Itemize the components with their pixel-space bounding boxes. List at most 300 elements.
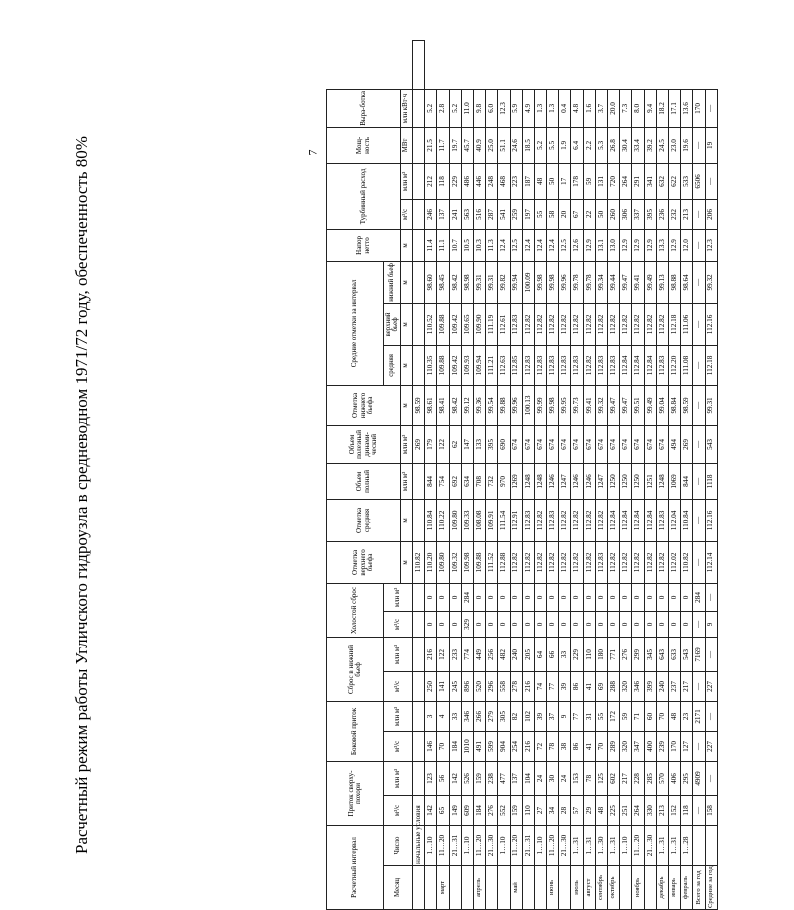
table-cell: 98.42 [449,261,461,303]
table-cell: 111.08 [681,345,693,385]
row-day-cell: 1…31 [668,825,680,865]
table-cell: 643 [656,637,668,671]
table-cell: 104 [522,761,534,795]
table-cell: 520 [473,671,485,701]
table-cell: 112.82 [608,303,620,345]
table-cell: 558 [498,671,510,701]
table-cell: 0 [583,583,595,611]
table-cell: 8.0 [632,89,644,127]
table-cell: 33 [559,637,571,671]
table-cell: 0 [510,583,522,611]
table-cell: 238 [486,761,498,795]
table-cell: 112.82 [559,541,571,583]
table-cell [413,731,425,761]
table-cell: 12.3 [498,89,510,127]
table-cell: — [693,229,705,261]
table-cell: 245 [449,671,461,701]
table-cell [413,261,425,303]
table-row [547,41,559,910]
table-cell: 674 [595,425,607,463]
table-cell: 674 [559,425,571,463]
table-cell: 216 [425,637,437,671]
table-cell: 112.83 [571,345,583,385]
table-cell: 477 [498,761,510,795]
table-cell: 184 [473,795,485,825]
table-cell: 111.54 [498,499,510,541]
table-cell: 12.4 [547,229,559,261]
unit-head: м [401,229,413,261]
table-cell: 112.83 [656,499,668,541]
table-cell: 296 [486,671,498,701]
table-cell: 516 [473,199,485,229]
header-vol-full: Объем полный [327,463,401,499]
table-row [583,41,595,910]
table-cell: 212 [425,163,437,199]
table-cell: 216 [522,671,534,701]
table-cell: 0 [608,611,620,637]
table-cell: 98.61 [425,385,437,425]
table-cell: 11.3 [486,229,498,261]
table-cell: 110.35 [425,345,437,385]
table-cell: 99.34 [595,261,607,303]
row-day-cell: 21…31 [522,825,534,865]
table-cell: 110.52 [425,303,437,345]
table-cell: 563 [461,199,473,229]
table-cell: 256 [486,637,498,671]
table-cell: 21.5 [425,127,437,163]
unit-avg-mean: м [401,345,413,385]
table-cell: 12.0 [681,229,693,261]
table-cell: 12.4 [534,229,546,261]
table-cell: 299 [632,637,644,671]
table-cell: 674 [644,425,656,463]
row-month-cell: декабрь [656,866,668,910]
table-cell: 110.84 [425,499,437,541]
table-cell: 1250 [632,463,644,499]
table-cell: 48 [534,163,546,199]
table-cell: 102 [522,701,534,731]
row-month-cell: август [583,866,595,910]
table-cell: 59 [620,701,632,731]
table-cell: 112.61 [498,303,510,345]
table-cell: 0 [449,611,461,637]
table-cell: 970 [498,463,510,499]
table-cell: 112.83 [522,499,534,541]
table-cell: 112.82 [595,303,607,345]
table-cell: — [693,463,705,499]
table-cell: 228 [632,761,644,795]
table-cell: 284 [461,583,473,611]
table-cell: 74 [534,671,546,701]
table-cell: 291 [632,163,644,199]
table-cell: 99.49 [644,385,656,425]
table-cell: 3.7 [595,89,607,127]
row-month-cell: июль [571,866,583,910]
row-month-cell [559,866,571,910]
unit-spill-vol: млн м³ [384,583,413,611]
table-cell: 45.7 [461,127,473,163]
table-cell: 112.83 [656,345,668,385]
page-number: 7 [305,149,320,156]
table-cell: 12.6 [571,229,583,261]
table-cell: 99.78 [571,261,583,303]
table-cell: 112.82 [620,303,632,345]
table-cell: 23.0 [668,127,680,163]
table-cell: 229 [571,637,583,671]
table-cell: 236 [656,199,668,229]
table-cell [413,701,425,731]
table-cell: 99.47 [620,385,632,425]
table-row [559,41,571,910]
table-cell: 9 [705,611,717,637]
table-cell: 254 [510,731,522,761]
table-cell: 494 [668,425,680,463]
table-cell: 19.6 [681,127,693,163]
table-cell: 112.20 [668,345,680,385]
table-row [595,41,607,910]
header-vol-useful: Объем полезный динами-ческий [327,425,401,463]
table-cell: 1248 [534,463,546,499]
table-cell: 13.0 [608,229,620,261]
table-cell: 0 [522,583,534,611]
table-cell: 330 [644,795,656,825]
table-cell: 0 [425,583,437,611]
header-period: Расчетный интервал [327,825,384,909]
row-day-cell: 1…10 [498,825,510,865]
table-cell: 112.85 [510,345,522,385]
table-cell: 112.14 [705,541,717,583]
table-cell: 1118 [705,463,717,499]
table-cell [413,671,425,701]
table-cell: 1010 [461,731,473,761]
table-cell: 0 [632,583,644,611]
table-cell: 180 [595,637,607,671]
table-cell: 77 [547,671,559,701]
table-cell: 147 [461,425,473,463]
row-month-cell: апрель [473,866,485,910]
table-cell: 0 [632,611,644,637]
table-cell: 137 [510,761,522,795]
unit-discharge-vol: млн м³ [384,637,413,671]
table-cell: 98.98 [461,261,473,303]
table-row [693,41,705,910]
table-cell: 237 [668,671,680,701]
table-cell: 674 [608,425,620,463]
table-cell: 2.2 [583,127,595,163]
row-month-cell [534,866,546,910]
table-cell: 708 [473,463,485,499]
table-cell: 844 [681,463,693,499]
table-cell: 0 [595,583,607,611]
table-cell: 197 [522,199,534,229]
table-cell: 38 [559,731,571,761]
table-cell: 98.45 [437,261,449,303]
table-cell: 112.84 [644,345,656,385]
table-cell: 240 [656,671,668,701]
table-cell: 125 [595,761,607,795]
table-cell: 99.98 [547,385,559,425]
table-cell: 13.3 [656,229,668,261]
table-cell: 5.2 [534,127,546,163]
table-cell: 229 [449,163,461,199]
table-cell: 395 [644,199,656,229]
table-cell: 241 [449,199,461,229]
table-cell [413,303,425,345]
table-cell: 112.82 [656,303,668,345]
table-cell: 543 [681,637,693,671]
table-cell: 30 [547,761,559,795]
table-cell: 56 [437,761,449,795]
table-cell: 674 [547,425,559,463]
table-cell: — [693,671,705,701]
row-day-cell: 21…31 [449,825,461,865]
table-cell: 12.4 [522,229,534,261]
table-cell [413,761,425,795]
table-cell: 109.88 [473,541,485,583]
table-cell: 112.82 [632,303,644,345]
table-cell: 227 [705,731,717,761]
table-cell: 541 [498,199,510,229]
row-day-cell: 21…30 [486,825,498,865]
table-cell: 112.82 [644,303,656,345]
table-cell: 39 [534,701,546,731]
table-row [632,41,644,910]
table-cell: 149 [449,795,461,825]
header-avg-upper: верхний бьеф [384,303,401,345]
table-cell: 98.88 [668,261,680,303]
unit-side-vol: млн м³ [384,701,413,731]
row-month-cell: июнь [547,866,559,910]
table-cell: 70 [437,731,449,761]
table-cell: 33 [449,701,461,731]
table-cell: 5.3 [595,127,607,163]
table-cell: 570 [656,761,668,795]
table-row [498,41,510,910]
table-cell: 634 [461,463,473,499]
table-cell: 112.84 [620,499,632,541]
table-cell: 633 [668,637,680,671]
table-cell [413,89,425,127]
table-cell: — [693,303,705,345]
table-cell: 111.19 [486,303,498,345]
table-cell: 99.13 [656,261,668,303]
table-cell: 12.4 [498,229,510,261]
unit-discharge-flow: м³/с [384,671,413,701]
table-cell: 19 [705,127,717,163]
table-cell: 1247 [559,463,571,499]
table-cell: 692 [449,463,461,499]
table-row [522,41,534,910]
table-row [473,41,485,910]
table-cell: 112.82 [583,541,595,583]
unit-power: МВт [401,127,413,163]
table-cell: 0 [571,583,583,611]
table-cell: 99.44 [608,261,620,303]
table-cell: 122 [437,637,449,671]
table-cell: 67 [571,199,583,229]
table-cell: 48 [595,795,607,825]
table-cell: 227 [705,671,717,701]
table-cell: 1248 [522,463,534,499]
row-day-cell: 1…10 [425,825,437,865]
table-cell: 5.2 [449,89,461,127]
table-cell: 5.9 [510,89,522,127]
table-cell: 0 [681,583,693,611]
table-cell: 34 [547,795,559,825]
table-cell: 99.73 [571,385,583,425]
table-cell: 609 [461,795,473,825]
row-month-cell [461,866,473,910]
table-row [571,41,583,910]
table-cell: 526 [461,761,473,795]
table-cell: 10.7 [449,229,461,261]
header-turbine: Турбинный расход [327,163,401,229]
table-cell: 110.82 [681,541,693,583]
table-cell: 184 [449,731,461,761]
table-cell: 78 [547,731,559,761]
table-cell: 213 [656,795,668,825]
table-cell: 26.8 [608,127,620,163]
header-side-inflow: Боковой приток [327,701,384,761]
table-cell: 264 [632,795,644,825]
table-cell: 4.9 [522,89,534,127]
table-cell: 13.6 [681,89,693,127]
table-cell: 141 [437,671,449,701]
row-month-cell [644,866,656,910]
table-row [608,41,620,910]
table-cell: 99.54 [486,385,498,425]
row-day-cell: 11…20 [473,825,485,865]
header-avg-mean: средняя [384,345,401,385]
table-cell: 206 [705,199,717,229]
table-cell: 98.42 [449,385,461,425]
table-cell: 264 [620,163,632,199]
table-cell: 0 [473,583,485,611]
table-cell: — [693,385,705,425]
table-row [681,41,693,910]
table-cell: 295 [681,761,693,795]
table-row [534,41,546,910]
table-cell: 170 [693,89,705,127]
row-day-cell: 11…20 [547,825,559,865]
table-cell: 112.82 [583,499,595,541]
table-cell: 6.0 [486,89,498,127]
table-cell: 250 [425,671,437,701]
table-cell: 674 [656,425,668,463]
table-cell: 552 [498,795,510,825]
row-month-cell: март [437,866,449,910]
table-cell: 674 [510,425,522,463]
table-cell: 11.1 [437,229,449,261]
table-cell: 37 [547,701,559,731]
header-head: Напор нетто [327,229,401,261]
table-cell: 19.7 [449,127,461,163]
table-cell: 0 [486,583,498,611]
table-cell: 99.47 [620,261,632,303]
table-row [656,41,668,910]
table-cell: 320 [620,731,632,761]
table-cell: 1251 [644,463,656,499]
table-cell: 48 [668,701,680,731]
table-cell: 60 [644,701,656,731]
table-cell: 123 [425,761,437,795]
table-cell: 6.4 [571,127,583,163]
table-cell: 1246 [583,463,595,499]
unit-avg-lower: м [401,261,413,303]
table-cell: 110.22 [437,499,449,541]
table-cell: 112.88 [498,541,510,583]
table-cell: 0 [534,611,546,637]
table-cell: — [693,425,705,463]
table-cell: 99.32 [595,385,607,425]
table-cell: 0 [668,611,680,637]
table-row [486,41,498,910]
row-month-cell: Всего за год [693,866,705,910]
table-cell: 109.90 [473,303,485,345]
table-cell: 127 [681,731,693,761]
table-cell: 109.88 [437,303,449,345]
table-cell: 269 [413,425,425,463]
unit-spill-flow: м³/с [384,611,413,637]
table-cell: 260 [608,199,620,229]
table-cell: 11.0 [461,89,473,127]
table-cell: 112.84 [608,499,620,541]
table-cell: 112.91 [510,499,522,541]
table-cell: 109.80 [437,541,449,583]
table-cell: 99.31 [486,261,498,303]
table-cell: 112.83 [534,345,546,385]
table-cell: 111.52 [486,541,498,583]
table-cell: 543 [705,425,717,463]
table-cell: 482 [498,637,510,671]
table-cell: 720 [608,163,620,199]
table-cell: 1248 [656,463,668,499]
row-month-cell: Средние за год [705,866,717,910]
table-cell: 112.83 [547,499,559,541]
unit-output: млн кВт·ч [401,89,413,127]
table-cell: 59 [583,163,595,199]
table-cell: 112.82 [632,541,644,583]
unit-turbine-flow: м³/с [401,199,413,229]
table-cell: 51.1 [498,127,510,163]
table-cell: 122 [437,425,449,463]
table-cell: 112.83 [510,303,522,345]
unit-inflow-vol: млн м³ [384,761,413,795]
table-cell: 9.8 [473,89,485,127]
table-cell: 178 [571,163,583,199]
table-cell: 259 [510,199,522,229]
table-cell: 12.3 [705,229,717,261]
row-day-cell: 11…20 [510,825,522,865]
table-cell: 0 [437,583,449,611]
table-cell: 233 [449,637,461,671]
table-cell: 112.82 [595,499,607,541]
table-cell: 217 [681,671,693,701]
table-cell: 20.0 [608,89,620,127]
table-cell: 289 [608,731,620,761]
table-cell: 1250 [620,463,632,499]
table-cell: 0 [425,611,437,637]
table-cell: 12.9 [583,229,595,261]
table-cell: 109.42 [449,345,461,385]
table-cell: 533 [681,163,693,199]
row-month-cell: май [510,866,522,910]
table-cell: 99.47 [608,385,620,425]
header-spill: Холостой сброс [327,583,384,637]
table-cell: 40.9 [473,127,485,163]
table-cell: 159 [510,795,522,825]
table-cell: 39 [559,671,571,701]
